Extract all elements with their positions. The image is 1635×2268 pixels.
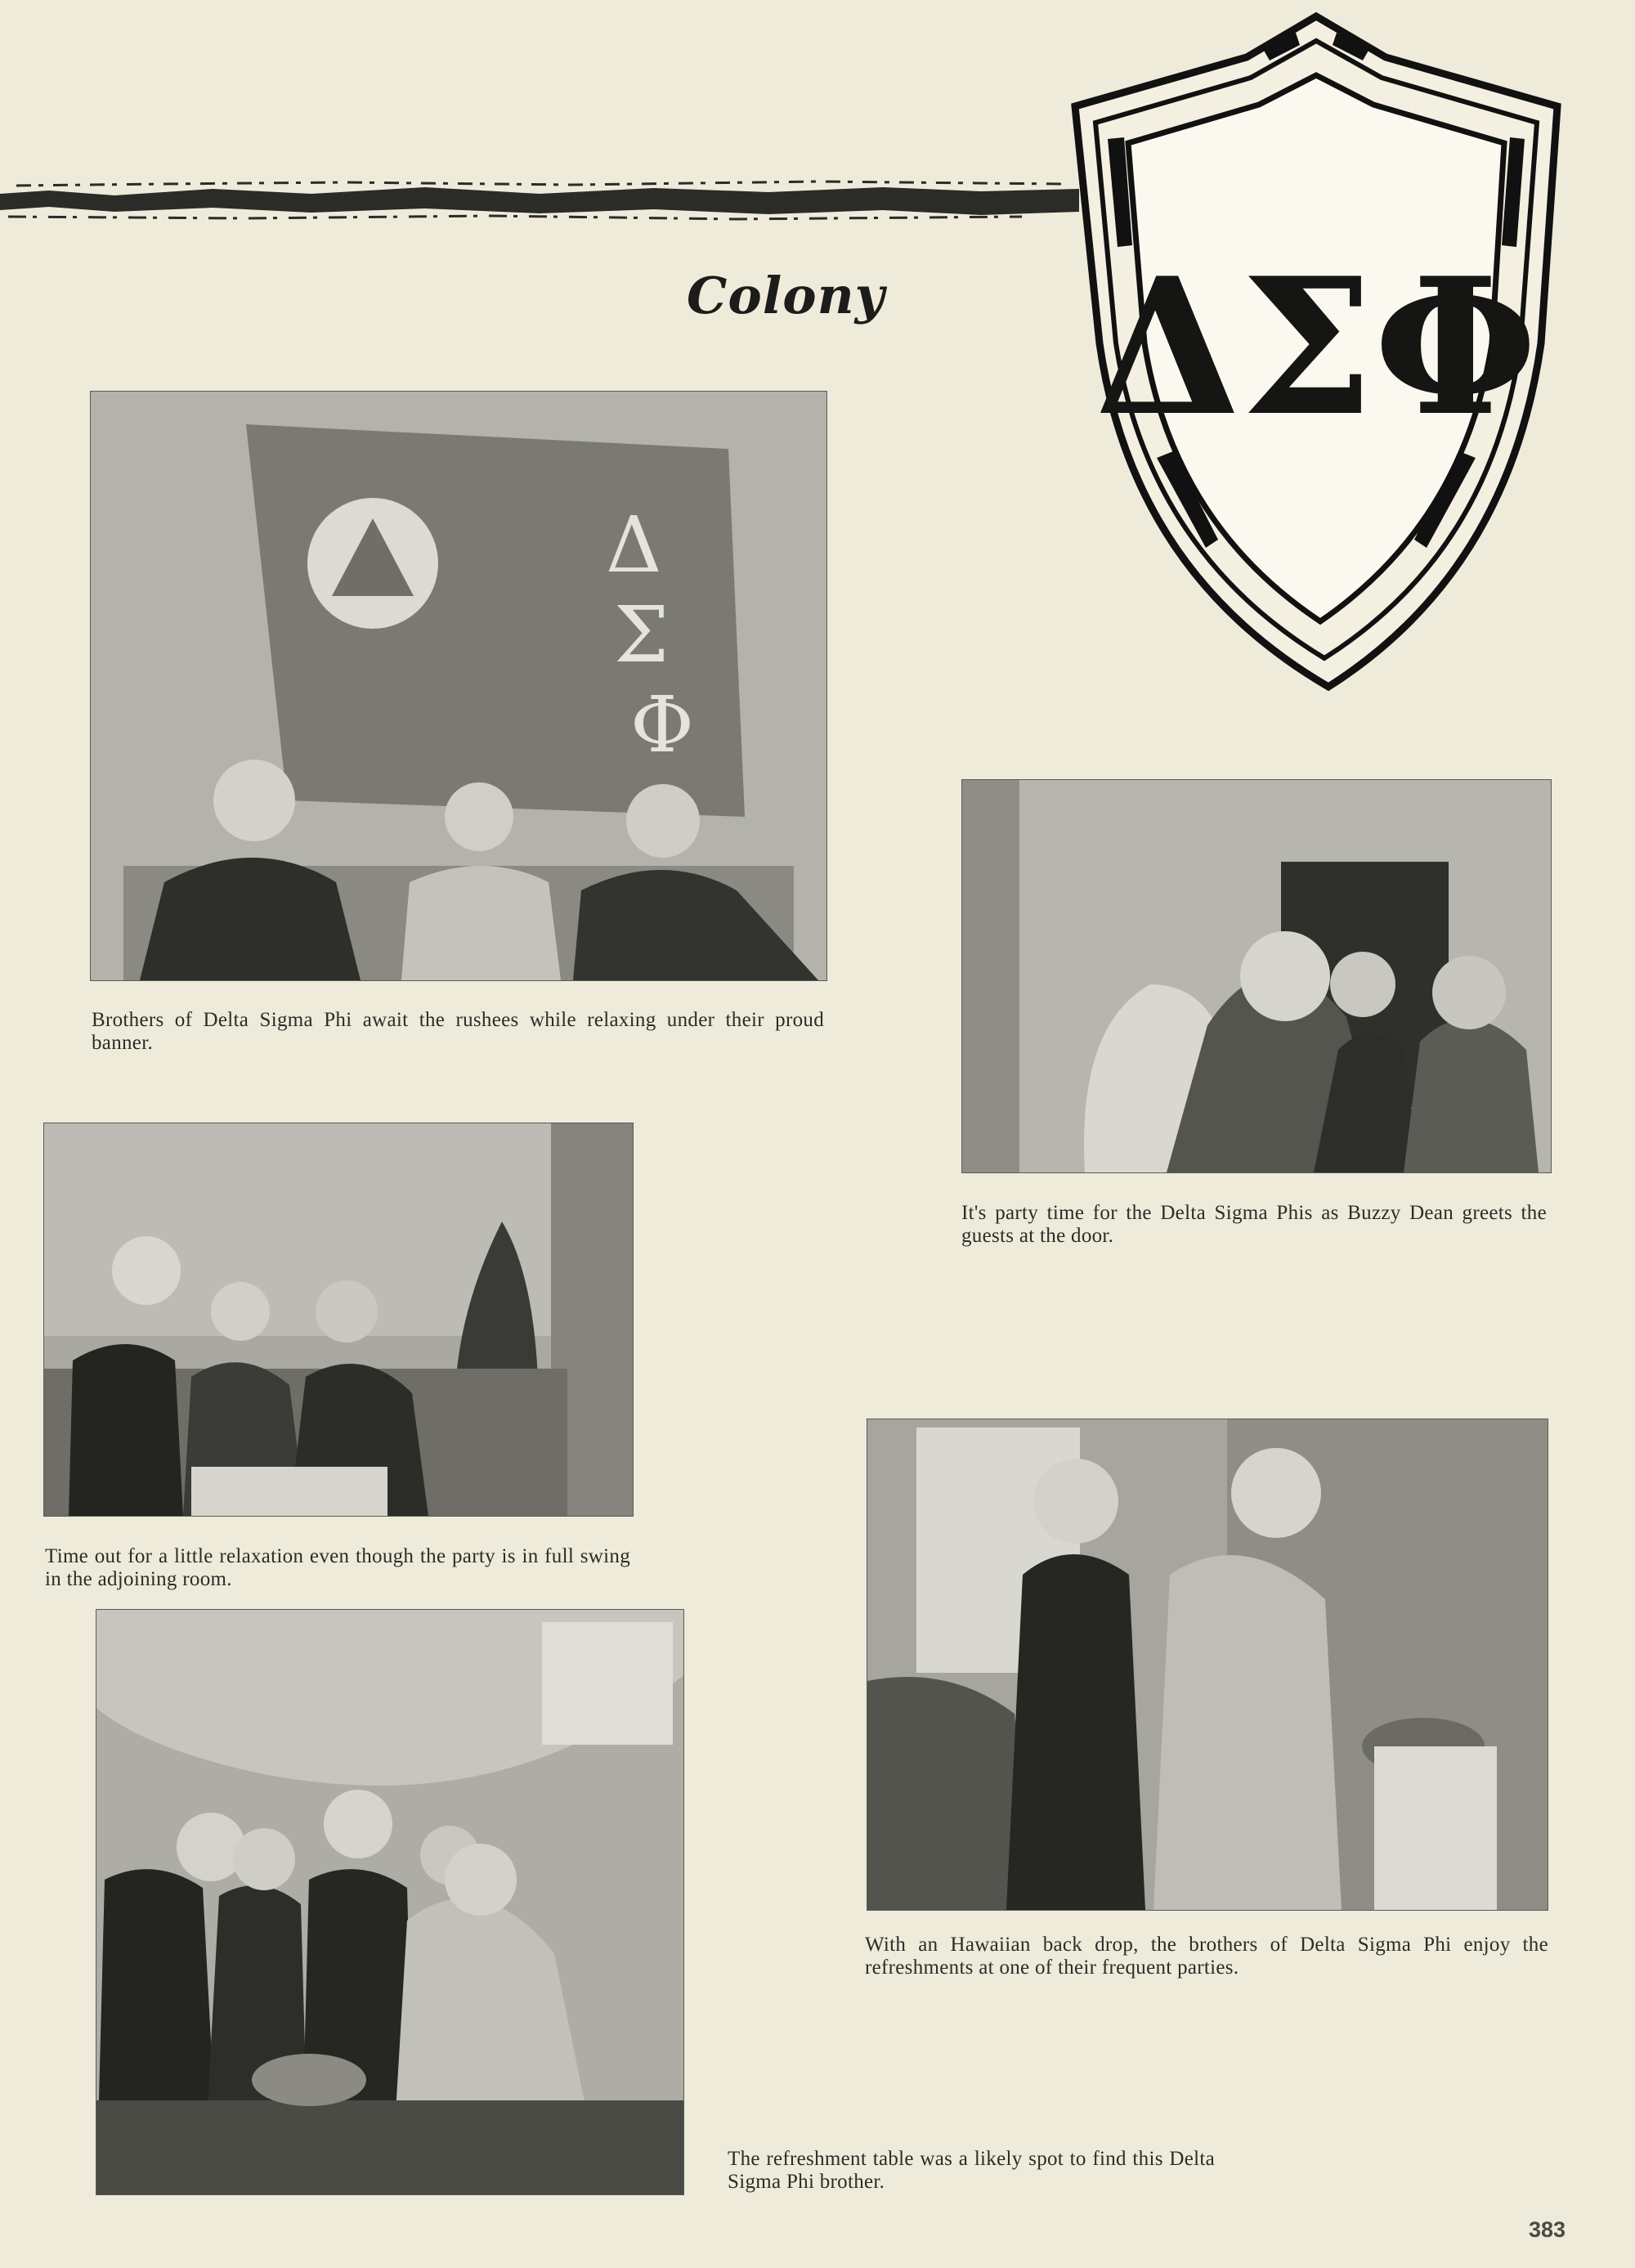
photo-relaxation [43, 1123, 634, 1517]
fraternity-crest-shield [1050, 0, 1582, 695]
crest-letters: ΔΣΦ [1095, 237, 1538, 458]
banner-letter-sigma: Σ [614, 590, 670, 680]
photo-refreshment-table [96, 1609, 684, 2195]
caption-hawaiian: With an Hawaiian back drop, the brothers of Delta Sigma Phi enjoy the refreshments at one of their frequent parties. [865, 1934, 1548, 1979]
banner-letter-phi: Φ [630, 680, 694, 770]
page-number: 383 [1529, 2217, 1566, 2242]
photo-banner [90, 391, 827, 981]
caption-refreshment-table: The refreshment table was a likely spot to find this Delta Sigma Phi brother. [728, 2148, 1215, 2193]
caption-door: It's party time for the Delta Sigma Phis as Buzzy Dean greets the guests at the door. [961, 1202, 1547, 1247]
caption-banner: Brothers of Delta Sigma Phi await the rushees while relaxing under their proud banner. [92, 1009, 824, 1054]
brush-stroke-rule [0, 176, 1079, 225]
section-title: Colony [687, 266, 885, 325]
banner-letter-delta: Δ [606, 500, 662, 590]
caption-relaxation: Time out for a little relaxation even though the party is in full swing in the adjoining room. [45, 1545, 630, 1590]
photo-door [961, 779, 1552, 1173]
photo-hawaiian [867, 1419, 1548, 1911]
